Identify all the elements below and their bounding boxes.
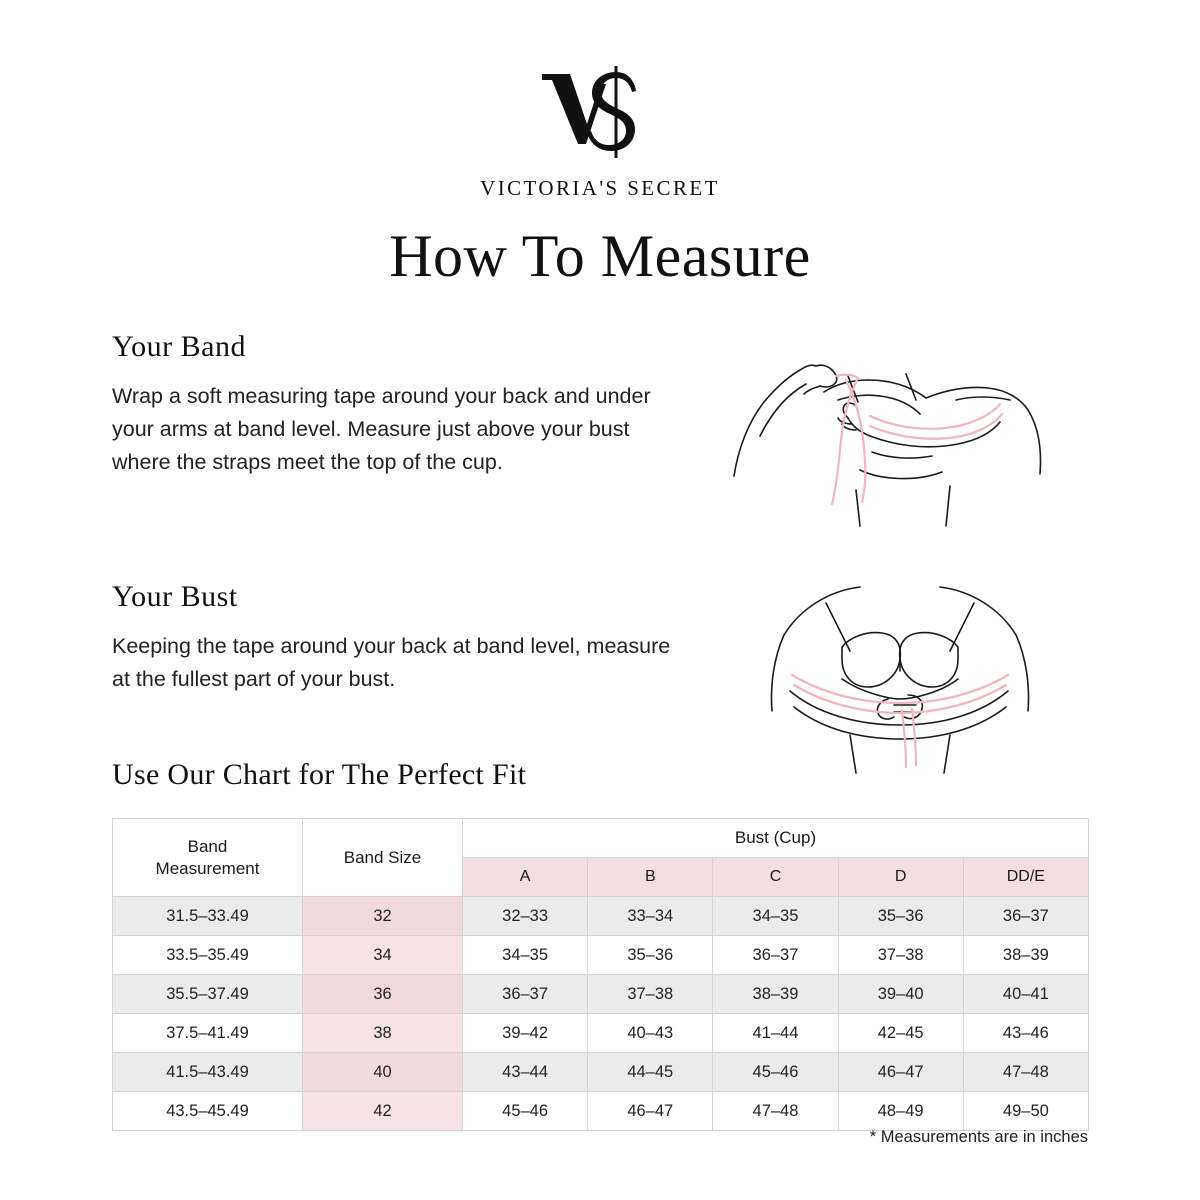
header-band-measurement-line1: Band	[187, 837, 228, 857]
brand-logo	[0, 62, 1200, 201]
section-heading-band: Your Band	[112, 330, 246, 363]
table-header-row-1	[113, 819, 1089, 858]
table-row	[113, 1092, 1089, 1131]
size-chart-table	[112, 818, 1089, 1131]
cell-cup-b: 33–34	[588, 897, 713, 936]
vs-monogram-icon	[530, 62, 670, 172]
cell-band-size: 34	[303, 936, 463, 975]
section-your-bust	[112, 580, 687, 696]
cell-cup-a: 36–37	[463, 975, 588, 1014]
woman-measuring-band-illustration	[720, 340, 1100, 530]
cell-cup-a: 32–33	[463, 897, 588, 936]
cell-band-measurement: 35.5–37.49	[113, 975, 303, 1014]
cell-band-size: 42	[303, 1092, 463, 1131]
cell-band-measurement: 37.5–41.49	[113, 1014, 303, 1053]
header-cup-c: C	[713, 858, 838, 897]
woman-measuring-bust-illustration	[730, 575, 1070, 775]
section-heading-bust: Your Bust	[112, 580, 238, 613]
cell-cup-d: 35–36	[838, 897, 963, 936]
brand-wordmark: VICTORIA'S SECRET	[480, 176, 720, 200]
cell-cup-c: 45–46	[713, 1053, 838, 1092]
measurements-footnote: * Measurements are in inches	[869, 1128, 1088, 1146]
cell-band-measurement: 43.5–45.49	[113, 1092, 303, 1131]
cell-cup-a: 34–35	[463, 936, 588, 975]
cell-cup-c: 36–37	[713, 936, 838, 975]
page-title: How To Measure	[389, 223, 811, 289]
cell-cup-c: 34–35	[713, 897, 838, 936]
cell-band-size: 32	[303, 897, 463, 936]
cell-cup-a: 45–46	[463, 1092, 588, 1131]
cell-band-size: 40	[303, 1053, 463, 1092]
cell-cup-a: 39–42	[463, 1014, 588, 1053]
cell-cup-c: 38–39	[713, 975, 838, 1014]
cell-cup-c: 41–44	[713, 1014, 838, 1053]
header-band-measurement-line2: Measurement	[155, 858, 260, 878]
cell-cup-dde: 43–46	[963, 1014, 1088, 1053]
cell-cup-b: 37–38	[588, 975, 713, 1014]
cell-cup-d: 46–47	[838, 1053, 963, 1092]
cell-cup-dde: 47–48	[963, 1053, 1088, 1092]
cell-cup-dde: 49–50	[963, 1092, 1088, 1131]
cell-cup-b: 40–43	[588, 1014, 713, 1053]
cell-band-size: 36	[303, 975, 463, 1014]
header-cup-dde: DD/E	[963, 858, 1088, 897]
cell-band-measurement: 41.5–43.49	[113, 1053, 303, 1092]
cell-cup-dde: 40–41	[963, 975, 1088, 1014]
cell-cup-dde: 36–37	[963, 897, 1088, 936]
cell-cup-d: 39–40	[838, 975, 963, 1014]
header-bust-group: Bust (Cup)	[463, 819, 1089, 858]
cell-cup-c: 47–48	[713, 1092, 838, 1131]
cell-cup-b: 44–45	[588, 1053, 713, 1092]
table-row	[113, 897, 1089, 936]
section-body-bust: Keeping the tape around your back at band level, measure at the fullest part of your bust.	[112, 634, 671, 691]
table-row	[113, 1053, 1089, 1092]
header-cup-a: A	[463, 858, 588, 897]
cell-cup-dde: 38–39	[963, 936, 1088, 975]
table-row	[113, 975, 1089, 1014]
header-band-size: Band Size	[303, 819, 463, 897]
header-cup-b: B	[588, 858, 713, 897]
header-band-measurement	[113, 819, 303, 897]
section-your-band	[112, 330, 687, 479]
table-row	[113, 936, 1089, 975]
cell-cup-b: 35–36	[588, 936, 713, 975]
cell-cup-d: 42–45	[838, 1014, 963, 1053]
header-cup-d: D	[838, 858, 963, 897]
cell-cup-d: 48–49	[838, 1092, 963, 1131]
cell-band-size: 38	[303, 1014, 463, 1053]
chart-heading: Use Our Chart for The Perfect Fit	[112, 758, 527, 791]
cell-band-measurement: 31.5–33.49	[113, 897, 303, 936]
cell-cup-a: 43–44	[463, 1053, 588, 1092]
table-row	[113, 1014, 1089, 1053]
cell-cup-d: 37–38	[838, 936, 963, 975]
section-body-band: Wrap a soft measuring tape around your back and under your arms at band level. Measure just above your bust where the straps meet the top of the cup.	[112, 384, 651, 474]
cell-band-measurement: 33.5–35.49	[113, 936, 303, 975]
cell-cup-b: 46–47	[588, 1092, 713, 1131]
